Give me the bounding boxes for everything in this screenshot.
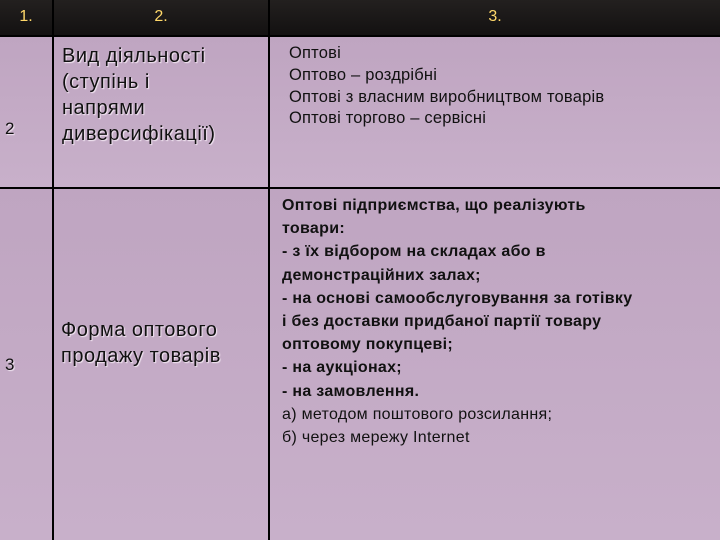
row2-label-line: диверсифікації) xyxy=(62,123,216,145)
row3-text-line: і без доставки придбаної партії товару xyxy=(282,312,602,330)
row2-label-line: Вид діяльності xyxy=(62,45,206,67)
header-number-3: 3. xyxy=(488,8,502,25)
row3-number-cell xyxy=(0,189,52,540)
row2-items-cell xyxy=(270,37,720,187)
row2-item: Оптово – роздрібні xyxy=(289,65,438,84)
header-cell-3 xyxy=(270,0,720,35)
row3-text-line: - з їх відбором на складах або в xyxy=(282,243,546,261)
header-number-1: 1. xyxy=(19,8,33,25)
row3-text-line: а) методом поштового розсилання; xyxy=(282,405,553,423)
row3-text-line: товари: xyxy=(282,220,345,238)
row3-label-line: Форма оптового xyxy=(61,319,218,341)
row2-label-line: (ступінь і xyxy=(62,71,150,93)
row3-label-line: продажу товарів xyxy=(61,345,221,367)
header-cell-1 xyxy=(0,0,52,35)
row3-number: 3 xyxy=(5,355,15,374)
row3-text-line: - на замовлення. xyxy=(282,382,420,400)
row3-text-line: - на основі самообслуговування за готівку xyxy=(282,289,633,307)
row3-text-line: демонстраційних залах; xyxy=(282,266,481,284)
header-cell-2 xyxy=(54,0,268,35)
header-number-2: 2. xyxy=(154,8,168,25)
row2-label-line: напрями xyxy=(62,97,146,119)
row3-text-line: - на аукціонах; xyxy=(282,359,402,377)
row3-label-cell xyxy=(54,189,268,540)
row2-item: Оптові з власним виробництвом товарів xyxy=(289,87,605,106)
row2-number-cell xyxy=(0,37,52,187)
row3-text-line: Оптові підприємства, що реалізують xyxy=(282,197,586,214)
row2-label-cell xyxy=(54,37,268,187)
row2-item: Оптові xyxy=(289,44,341,62)
row2-item: Оптові торгово – сервісні xyxy=(289,109,487,128)
row3-text-line: б) через мережу Internet xyxy=(282,428,470,446)
row3-text-cell xyxy=(270,189,720,540)
row3-text-line: оптовому покупцеві; xyxy=(282,336,454,354)
row2-number: 2 xyxy=(5,119,15,138)
